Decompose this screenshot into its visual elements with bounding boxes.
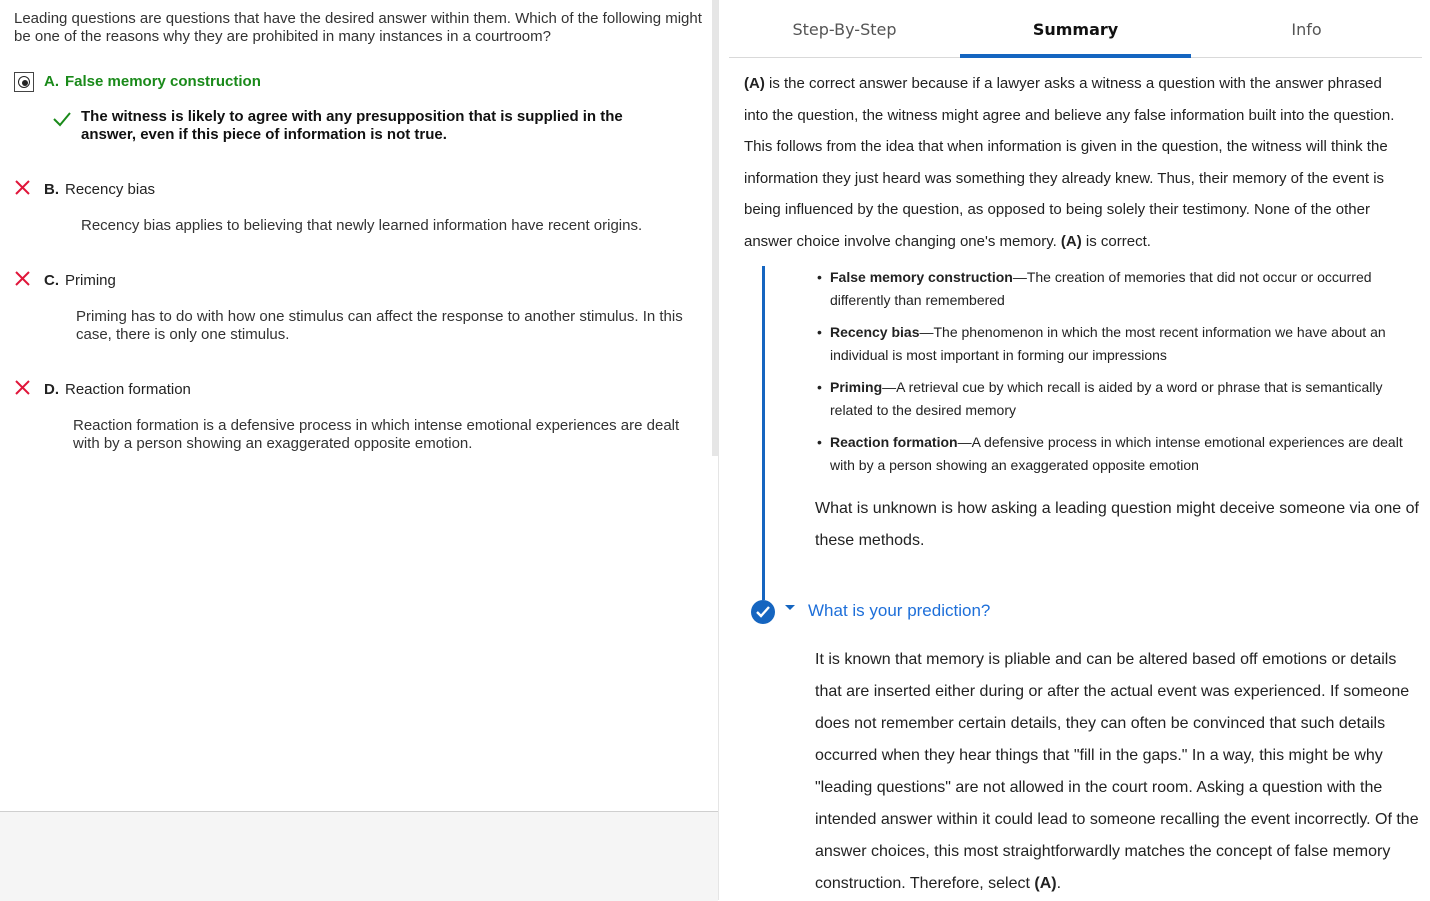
choice-c[interactable] (0, 271, 700, 351)
choice-d-heading (44, 380, 191, 400)
tab-step-by-step[interactable]: Step-By-Step (792, 20, 897, 39)
list-item: • Priming—A retrieval cue by which recall is aided by a word or phrase that is semantically related to the desired memory (817, 379, 1383, 418)
choice-d-label: Reaction formation (65, 381, 191, 398)
definition-text: —The creation of memories that did not occur or occurred differently than remembered (830, 269, 1372, 308)
definition-term: Recency bias (830, 324, 920, 340)
summary-paragraph (744, 68, 1409, 257)
choice-letter: C. (44, 272, 59, 289)
choice-letter: A. (44, 73, 59, 90)
choice-c-explanation: Priming has to do with how one stimulus can affect the response to another stimulus. In this case, there is only one stimulus. (76, 308, 683, 343)
choice-b-explanation: Recency bias applies to believing that newly learned information have recent origins. (81, 217, 643, 234)
choice-a-label: False memory construction (65, 73, 261, 90)
prediction-paragraph (815, 644, 1425, 900)
answer-ref: (A) (1034, 875, 1057, 892)
list-item: • Recency bias—The phenomenon in which the most recent information we have about an individual is most important in forming our impressions (817, 324, 1386, 363)
unknown-paragraph: What is unknown is how asking a leading question might deceive someone via one of these methods. (815, 500, 1419, 549)
definition-text: —A retrieval cue by which recall is aided by a word or phrase that is semantically related to the desired memory (830, 379, 1383, 418)
prediction-text: It is known that memory is pliable and can be altered based off emotions or details that are inserted either during or after the actual event was experienced. If someone does not remember certain details, they can often be convinced that such details occurred when they hear things that "fill in the gaps." In a way, this might be why "leading questions" are not allowed in the court room. Asking a question with the intended answer within it could lead to someone recalling the event incorrectly. Of the answer choices, this most straightforwardly matches the concept of false memory construction. Therefore, select (815, 651, 1419, 892)
choice-b-label: Recency bias (65, 181, 156, 198)
definition-term: Reaction formation (830, 434, 958, 450)
tab-info[interactable]: Info (1291, 20, 1322, 39)
check-circle-icon (751, 600, 775, 624)
x-icon (13, 178, 33, 198)
choice-d-explanation: Reaction formation is a defensive process in which intense emotional experiences are dealt with by a person showing an exaggerated opposite emotion. (73, 417, 680, 452)
answer-ref: (A) (744, 75, 765, 92)
list-item: • Reaction formation—A defensive process in which intense emotional experiences are dealt with by a person showing an exaggerated opposite emotion (817, 434, 1403, 473)
timeline-line (762, 266, 765, 600)
definitions-list (815, 266, 1425, 486)
choice-a-explanation: The witness is likely to agree with any presupposition that is supplied in the answer, even if this piece of information is not true. (81, 108, 623, 143)
list-item: • False memory construction—The creation of memories that did not occur or occurred differently than remembered (817, 269, 1372, 308)
bottom-bar (0, 811, 718, 901)
prediction-label[interactable]: What is your prediction? (808, 601, 991, 620)
prediction-end: . (1056, 875, 1062, 892)
summary-text: is the correct answer because if a lawyer asks a witness a question with the answer phrased into the question, the witness might agree and believe any false information built into the question. This follows from the idea that when information is given in the question, the witness will think the information they just heard was something they already knew. Thus, their memory of the event is being influenced by the question, as opposed to being solely their testimony. None of the other answer choice involve changing one's memory. (744, 75, 1395, 250)
choice-letter: D. (44, 381, 59, 398)
tab-bar (729, 0, 1422, 58)
tab-summary[interactable]: Summary (960, 0, 1191, 57)
x-icon (13, 269, 33, 289)
choice-c-heading (44, 271, 116, 291)
radio-selected-icon[interactable] (14, 72, 34, 92)
summary-closing: is correct. (1081, 232, 1151, 250)
choice-a-heading (44, 72, 261, 92)
choice-letter: B. (44, 181, 59, 198)
definition-term: Priming (830, 379, 883, 395)
definition-text: —A defensive process in which intense emotional experiences are dealt with by a person showing an exaggerated opposite emotion (830, 434, 1403, 473)
definition-text: —The phenomenon in which the most recent information we have about an individual is most important in forming our impressions (830, 324, 1386, 363)
choice-d[interactable] (0, 380, 700, 460)
check-icon (52, 111, 72, 127)
caret-down-icon[interactable] (785, 605, 795, 610)
x-icon (13, 378, 33, 398)
choice-c-label: Priming (65, 272, 116, 289)
choice-b[interactable] (0, 180, 700, 240)
question-stem: Leading questions are questions that have the desired answer within them. Which of the following might be one of the reasons why they are prohibited in many instances in a courtroom? (14, 10, 702, 45)
explanation-pane (719, 0, 1430, 900)
definition-term: False memory construction (830, 269, 1013, 285)
answer-ref: (A) (1060, 232, 1082, 250)
choice-b-heading (44, 180, 155, 200)
choice-a[interactable] (0, 72, 700, 152)
